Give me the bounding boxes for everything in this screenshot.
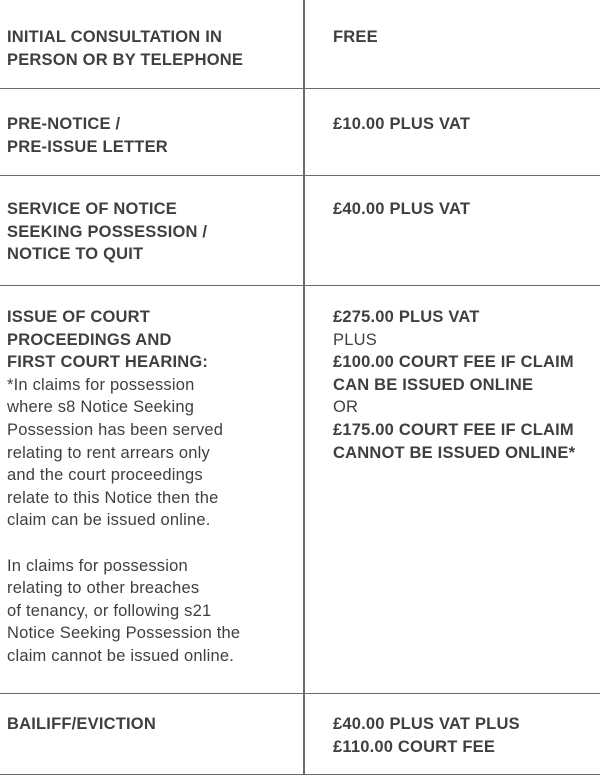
service-line: INITIAL CONSULTATION IN (7, 28, 223, 46)
table-row-bailiff-eviction (0, 694, 600, 775)
fee-online-line: £100.00 COURT FEE IF CLAIM (333, 353, 574, 372)
fee-cell (333, 113, 600, 136)
service-line: NOTICE TO QUIT (7, 245, 144, 264)
fee-line: £110.00 COURT FEE (333, 737, 496, 756)
fee-online-line: CAN BE ISSUED ONLINE (333, 375, 534, 394)
service-line: PRE-NOTICE / (7, 115, 121, 133)
service-cell (7, 198, 297, 266)
fee-cell (333, 26, 600, 49)
fee-offline-line: £175.00 COURT FEE IF CLAIM (333, 420, 574, 439)
note-line: Notice Seeking Possession the (7, 624, 241, 643)
fee-or: OR (333, 398, 359, 417)
paragraph-gap (7, 532, 297, 555)
note-line: of tenancy, or following s21 (7, 601, 212, 620)
note-line: In claims for possession (7, 556, 188, 575)
note-line: Possession has been served (7, 420, 224, 439)
fee-offline-line: CANNOT BE ISSUED ONLINE* (333, 443, 576, 462)
note-line: relate to this Notice then the (7, 488, 219, 507)
fee-line: FREE (333, 28, 378, 46)
service-line: ISSUE OF COURT (7, 308, 151, 326)
note-line: and the court proceedings (7, 466, 203, 485)
fee-cell (333, 713, 600, 758)
service-line: FIRST COURT HEARING: (7, 353, 209, 372)
fee-line: £40.00 PLUS VAT PLUS (333, 715, 520, 733)
table-row-initial-consultation (0, 0, 600, 89)
fee-line: £10.00 PLUS VAT (333, 115, 471, 133)
service-cell (7, 26, 297, 71)
service-line: PROCEEDINGS AND (7, 330, 172, 349)
note-line: claim can be issued online. (7, 511, 211, 530)
service-line: PERSON OR BY TELEPHONE (7, 50, 244, 69)
table-row-court-proceedings (0, 286, 600, 694)
service-line: BAILIFF/EVICTION (7, 715, 156, 733)
fee-line: £40.00 PLUS VAT (333, 200, 471, 218)
service-line: SERVICE OF NOTICE (7, 200, 177, 218)
column-divider (303, 0, 305, 775)
service-cell (7, 113, 297, 158)
service-line: SEEKING POSSESSION / (7, 222, 208, 241)
table-row-pre-notice (0, 89, 600, 176)
fee-main: £275.00 PLUS VAT (333, 308, 480, 326)
fee-plus: PLUS (333, 330, 377, 349)
service-cell (7, 713, 297, 736)
note-line: claim cannot be issued online. (7, 646, 235, 665)
fee-cell (333, 198, 600, 221)
service-cell (7, 306, 297, 668)
note-line: where s8 Notice Seeking (7, 398, 195, 417)
note-line: relating to other breaches (7, 579, 200, 598)
service-line: PRE-ISSUE LETTER (7, 137, 168, 156)
note-line: relating to rent arrears only (7, 443, 210, 462)
fee-cell (333, 306, 600, 464)
table-row-service-of-notice (0, 176, 600, 286)
note-line: *In claims for possession (7, 375, 195, 394)
